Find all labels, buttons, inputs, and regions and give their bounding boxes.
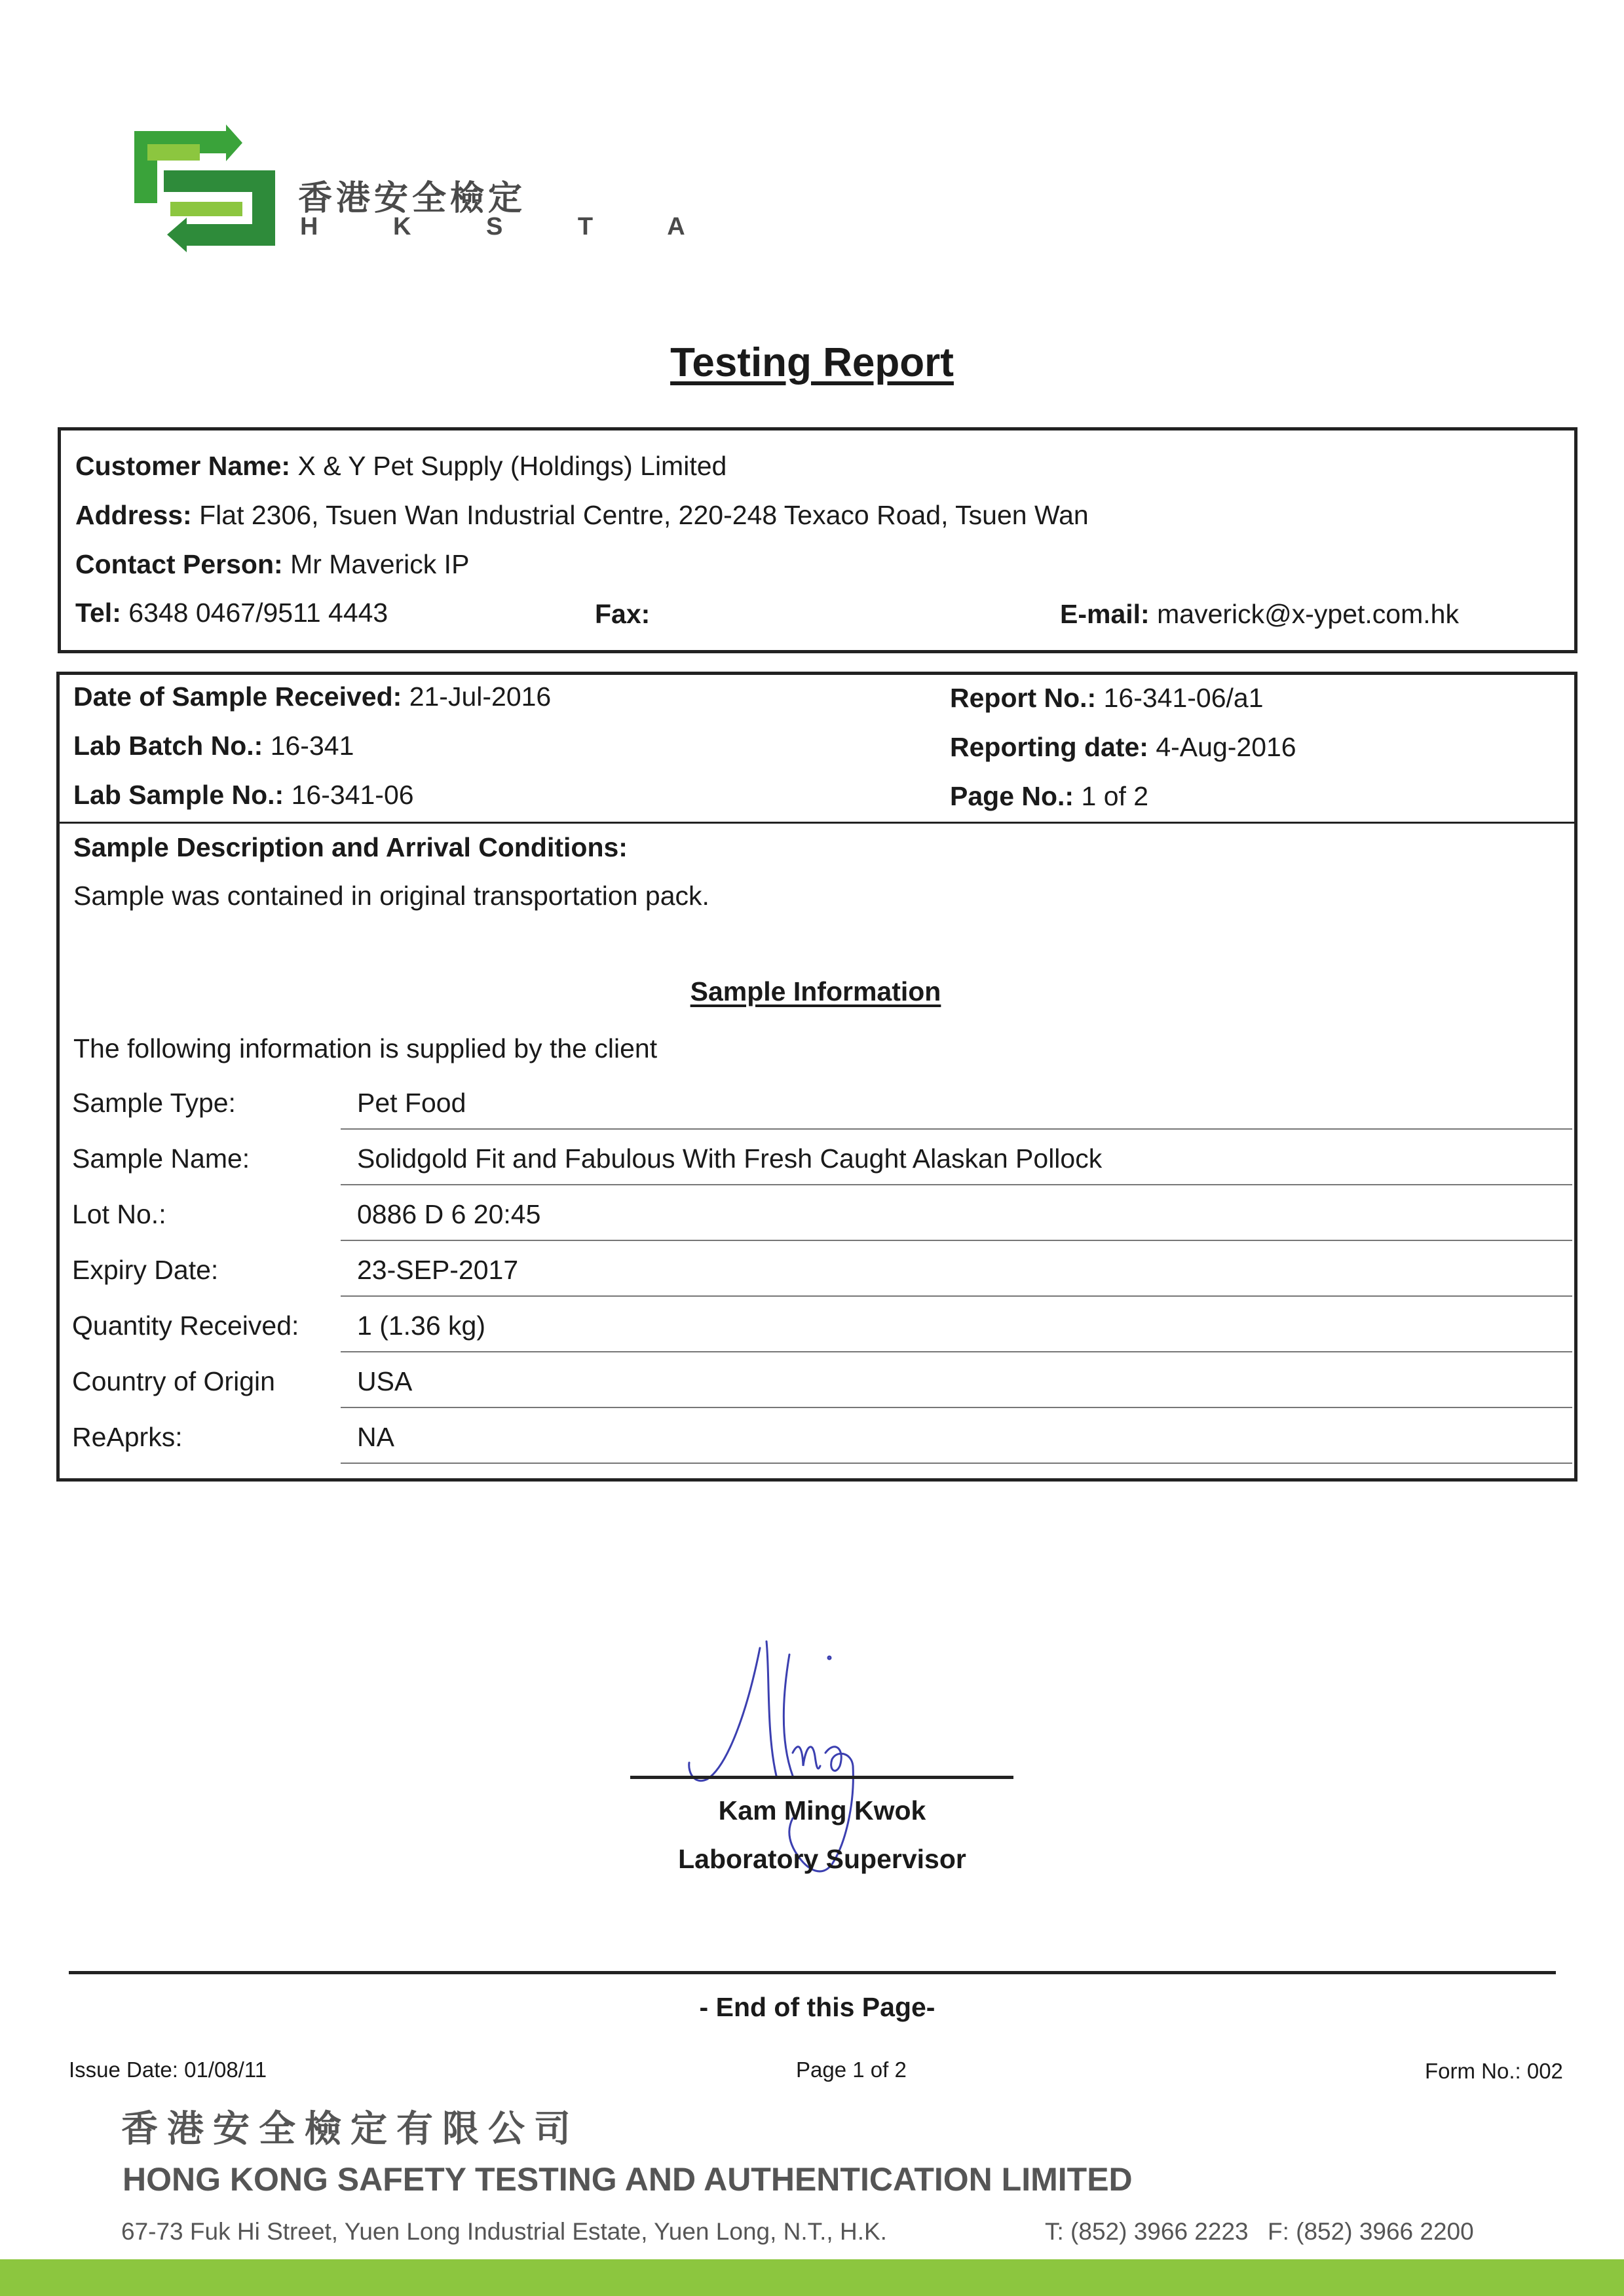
page-no [950,781,1148,812]
row-value-country: USA [357,1366,413,1396]
handwritten-signature [668,1635,943,1936]
row-label-sample-type: Sample Type: [72,1088,236,1118]
sample-info-intro: The following information is supplied by the client [73,1033,658,1063]
address-value: Flat 2306, Tsuen Wan Industrial Centre, 220-248 Texaco Road, Tsuen Wan [199,500,1089,530]
logo-chinese-text: 香港安全檢定 [298,179,527,218]
reporting-date [950,732,1296,763]
row-divider [341,1128,1572,1130]
lab-sample [73,780,414,811]
tel-value: 6348 0467/9511 4443 [128,598,388,628]
row-label-country: Country of Origin [72,1366,275,1396]
lab-sample-value: 16-341-06 [291,780,414,810]
contact-label: Contact Person: [75,549,283,579]
reporting-date-label: Reporting date: [950,732,1148,762]
email-value: maverick@x-ypet.com.hk [1157,599,1459,629]
sample-box-divider [60,822,1574,824]
tel-label: Tel: [75,598,121,628]
lab-sample-label: Lab Sample No.: [73,780,284,810]
end-of-page-text: - End of this Page- [699,1992,935,2022]
contact-value: Mr Maverick IP [290,549,470,579]
row-value-sample-type: Pet Food [357,1088,466,1118]
row-divider [341,1184,1572,1185]
sample-information-heading: Sample Information [690,976,941,1006]
lab-batch-label: Lab Batch No.: [73,731,263,761]
lab-batch-value: 16-341 [270,731,354,761]
email-field [1060,599,1459,630]
hksta-logo-icon [128,124,282,252]
page-title: Testing Report [670,340,954,385]
address-label: Address: [75,500,192,530]
contact-person [75,549,469,580]
row-value-lot-no: 0886 D 6 20:45 [357,1199,541,1229]
company-fax: F: (852) 3966 2200 [1268,2218,1474,2245]
customer-name-value: X & Y Pet Supply (Holdings) Limited [297,451,727,481]
row-value-quantity: 1 (1.36 kg) [357,1311,485,1341]
footer-divider [69,1971,1556,1974]
fax-label: Fax: [595,599,651,629]
description-text: Sample was contained in original transportation pack. [73,881,709,911]
description-heading: Sample Description and Arrival Conditions: [73,832,628,862]
logo-english-text: H K S T A [300,213,719,240]
fax-field [595,599,650,630]
issue-date: Issue Date: 01/08/11 [69,2057,267,2082]
row-label-lot-no: Lot No.: [72,1199,166,1229]
footer-green-bar [0,2259,1624,2296]
reporting-date-value: 4-Aug-2016 [1156,732,1296,762]
row-value-sample-name: Solidgold Fit and Fabulous With Fresh Caught Alaskan Pollock [357,1143,1103,1174]
row-value-remarks: NA [357,1422,394,1452]
signatory-name: Kam Ming Kwok [718,1795,926,1826]
customer-name-label: Customer Name: [75,451,291,481]
company-address: 67-73 Fuk Hi Street, Yuen Long Industrial Estate, Yuen Long, N.T., H.K. [121,2218,887,2245]
report-no-label: Report No.: [950,683,1097,713]
lab-batch [73,731,354,761]
date-received-value: 21-Jul-2016 [409,681,552,712]
row-divider [341,1295,1572,1297]
row-label-quantity: Quantity Received: [72,1311,299,1341]
company-name-chinese: 香港安全檢定有限公司 [121,2108,580,2151]
footer-page-number: Page 1 of 2 [796,2057,907,2082]
row-divider [341,1463,1572,1464]
company-telephone: T: (852) 3966 2223 [1045,2218,1249,2245]
signatory-title: Laboratory Supervisor [678,1844,966,1874]
page-no-value: 1 of 2 [1081,781,1149,811]
row-divider [341,1240,1572,1241]
customer-address [75,500,1089,531]
company-name-english: HONG KONG SAFETY TESTING AND AUTHENTICATION LIMITED [123,2161,1133,2198]
date-received-label: Date of Sample Received: [73,681,402,712]
row-label-expiry-date: Expiry Date: [72,1255,219,1285]
report-no-value: 16-341-06/a1 [1103,683,1264,713]
customer-name [75,451,727,482]
row-divider [341,1351,1572,1352]
tel-field [75,598,388,628]
signature-line [630,1776,1013,1779]
row-label-sample-name: Sample Name: [72,1143,250,1174]
form-number: Form No.: 002 [1425,2059,1563,2083]
row-label-remarks: ReAprks: [72,1422,183,1452]
date-received [73,681,551,712]
row-divider [341,1407,1572,1408]
email-label: E-mail: [1060,599,1150,629]
report-no [950,683,1264,714]
row-value-expiry-date: 23-SEP-2017 [357,1255,519,1285]
page-no-label: Page No.: [950,781,1074,811]
